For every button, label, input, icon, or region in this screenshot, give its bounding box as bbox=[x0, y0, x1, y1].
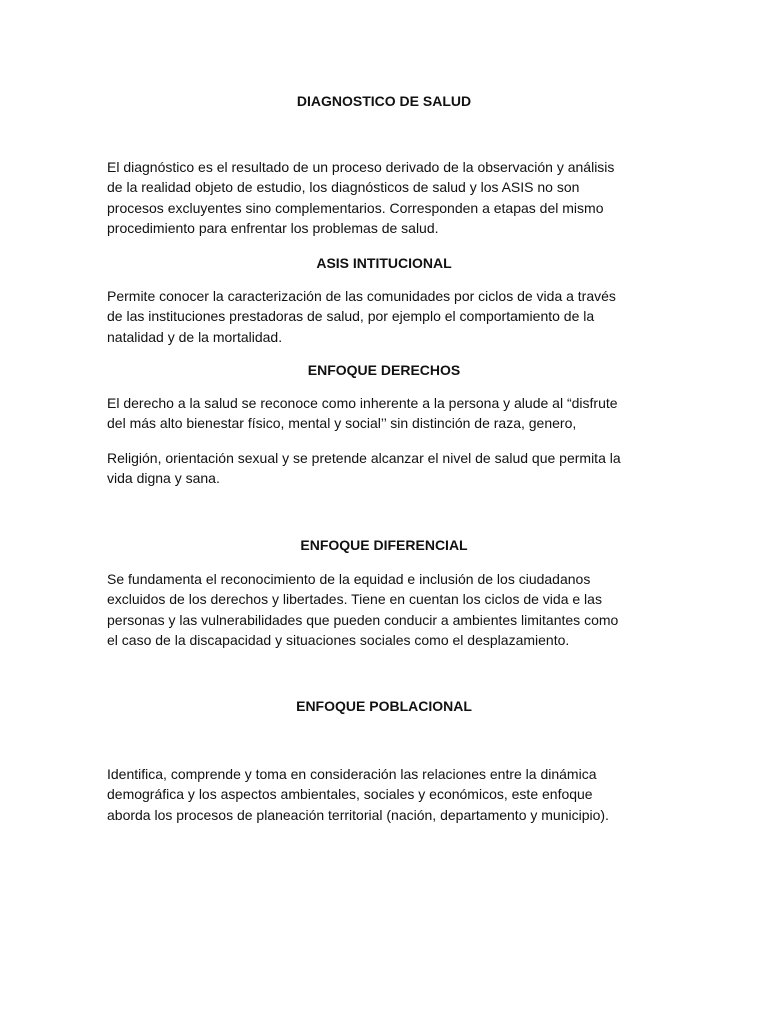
section-heading-poblacional: ENFOQUE POBLACIONAL bbox=[296, 698, 472, 714]
page-title: DIAGNOSTICO DE SALUD bbox=[296, 93, 472, 109]
section-paragraph-poblacional: Identifica, comprende y toma en consideración las relaciones entre la dinámica demográfica y los aspectos ambientales, sociales y económicos, este enfoque aborda los procesos de planeación territorial (nación, departamento y municipio). bbox=[107, 766, 609, 823]
section-heading-asis: ASIS INTITUCIONAL bbox=[316, 255, 452, 271]
section-paragraph-asis: Permite conocer la caracterización de las comunidades por ciclos de vida a través de las instituciones prestadoras de salud, por ejemplo el comportamiento de la natalidad y de la mortalidad. bbox=[107, 288, 616, 345]
section-paragraph-derechos-1: El derecho a la salud se reconoce como inherente a la persona y alude al “disfrute del más alto bienestar físico, mental y social’’ sin distinción de raza, genero, bbox=[107, 395, 618, 432]
section-heading-derechos: ENFOQUE DERECHOS bbox=[307, 362, 461, 378]
section-heading-diferencial: ENFOQUE DIFERENCIAL bbox=[300, 537, 468, 553]
section-paragraph-derechos-2: Religión, orientación sexual y se pretende alcanzar el nivel de salud que permita la vida digna y sana. bbox=[107, 450, 621, 487]
section-paragraph-diferencial: Se fundamenta el reconocimiento de la equidad e inclusión de los ciudadanos excluidos de los derechos y libertades. Tiene en cuentan los ciclos de vida e las personas y las vulnerabilidades que pueden conducir a ambientes limitantes como el caso de la discapacidad y situaciones sociales como el desplazamiento. bbox=[107, 571, 619, 649]
intro-paragraph: El diagnóstico es el resultado de un proceso derivado de la observación y análisis de la realidad objeto de estudio, los diagnósticos de salud y los ASIS no son procesos excluyentes sino complementarios. Corresponden a etapas del mismo procedimiento para enfrentar los problemas de salud. bbox=[107, 159, 615, 237]
